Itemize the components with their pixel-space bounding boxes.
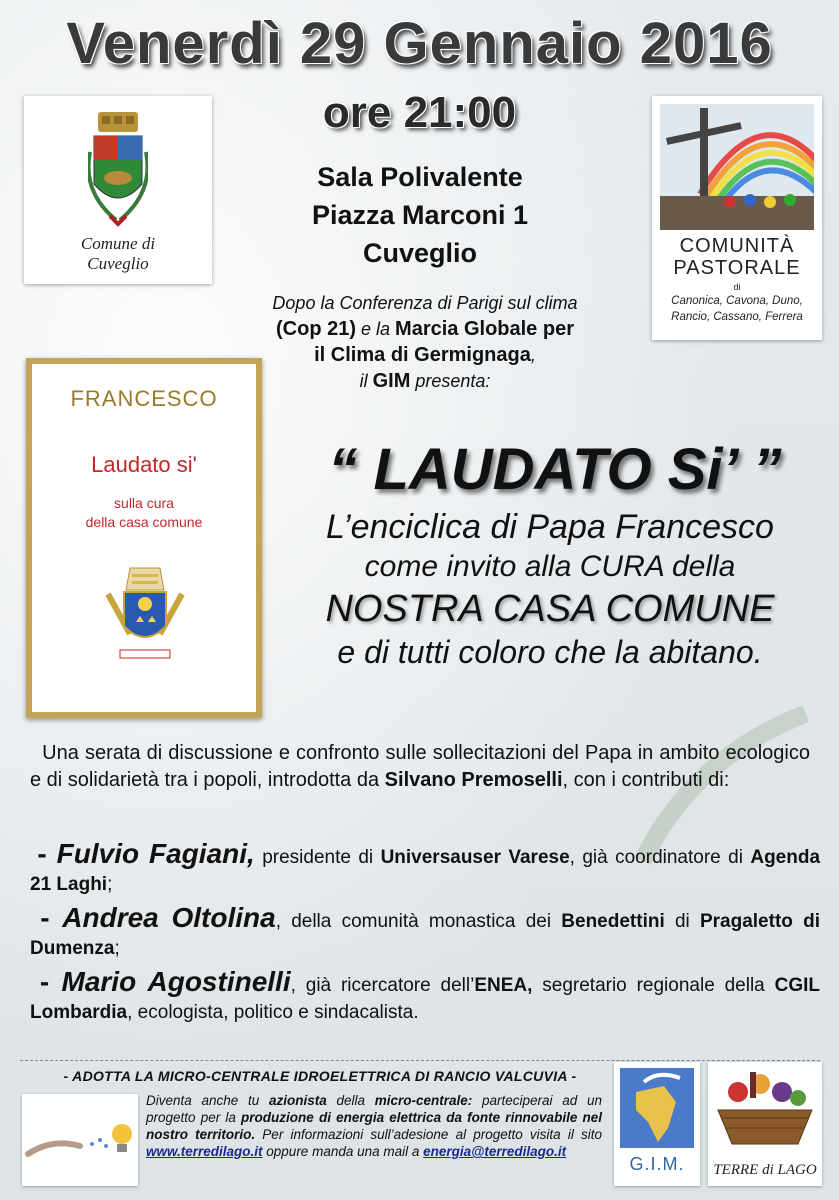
speaker-text: ; [107, 874, 113, 895]
speaker-dash: - [37, 838, 57, 869]
speaker-org: Agenda 21 Laghi [30, 847, 821, 895]
footer-bold: micro-centrale: [374, 1093, 473, 1108]
speaker-text: , della comunità monastica dei [275, 911, 562, 932]
comunita-pastorale-logo [652, 96, 822, 340]
comune-caption-line1: Comune di [80, 234, 156, 253]
speakers-list [30, 840, 820, 1032]
subtitle-line2: come invito alla CURA della [364, 550, 736, 583]
subtitle-block [270, 506, 830, 672]
speaker-name: Mario Agostinelli [61, 966, 291, 997]
footer-text: Diventa anche tu [146, 1093, 269, 1108]
description-text-before: Una serata di discussione e confronto sulle sollecitazioni del Papa in ambito ecologico e di solidarietà tra i popoli, introdotta da [30, 742, 810, 791]
intro-cop: (Cop 21) [276, 318, 356, 340]
speaker-text: segretario regionale della [532, 975, 775, 996]
comunita-title-line2: PASTORALE [673, 257, 801, 279]
intro-comma: , [530, 345, 536, 365]
footer-text: della [326, 1093, 375, 1108]
subtitle-line4: e di tutti coloro che la abitano. [337, 634, 763, 670]
comunita-di: di [733, 282, 741, 292]
intro-e-la: e la [356, 319, 396, 339]
moderator-name: Silvano Premoselli [384, 769, 563, 791]
coat-of-arms-icon [88, 112, 148, 232]
intro-line1: Dopo la Conferenza di Parigi sul clima [272, 293, 578, 313]
gim-label: G.I.M. [629, 1154, 685, 1174]
terre-di-lago-logo [708, 1062, 822, 1186]
speaker-text: , già ricercatore dell’ [290, 975, 475, 996]
comunita-towns-line2: Rancio, Cassano, Ferrera [671, 311, 803, 323]
speaker-org: CGIL Lombardia [30, 975, 820, 1023]
book-author: FRANCESCO [70, 386, 218, 411]
intro-text [230, 290, 620, 394]
intro-il: il [359, 371, 373, 391]
terre-di-lago-label: TERRE di LAGO [713, 1162, 817, 1178]
book-subtitle-line2: della casa comune [85, 514, 203, 530]
event-description [30, 740, 810, 794]
speaker-name: Fulvio Fagiani, [56, 838, 255, 869]
book-subtitle [32, 494, 256, 532]
speaker-dash: - [39, 966, 62, 997]
speaker-text: , già coordinatore di [569, 847, 751, 868]
book-cover [26, 358, 262, 718]
comune-logo [24, 96, 212, 284]
book-subtitle-line1: sulla cura [114, 495, 174, 511]
event-time: ore 21:00 [322, 88, 517, 137]
comunita-towns [656, 293, 818, 325]
gim-africa-icon [614, 1062, 700, 1152]
speaker-text: presidente di [254, 847, 381, 868]
comunita-title [652, 235, 822, 279]
website-link[interactable]: www.terredilago.it [146, 1144, 263, 1159]
venue-block [250, 158, 590, 272]
footer-text: oppure manda una mail a [262, 1144, 424, 1159]
footer-bold: produzione di energia elettrica da fonte rinnovabile nel nostro territorio. [146, 1110, 602, 1142]
speaker-name: Andrea Oltolina [62, 902, 276, 933]
speaker-text: ; [114, 938, 120, 959]
description-text-after: , con i contributi di: [562, 769, 730, 791]
speaker-text: di [664, 911, 700, 932]
intro-clima: il Clima di Germignaga [314, 344, 531, 366]
footer-divider [20, 1060, 820, 1061]
event-date: Venerdì 29 Gennaio 2016 [66, 11, 773, 76]
speaker-item [30, 840, 820, 898]
footer-illustration [22, 1094, 138, 1186]
speaker-item [30, 904, 820, 962]
speaker-org: Universauser Varese [380, 847, 570, 868]
subtitle-line3: NOSTRA CASA COMUNE [325, 588, 775, 630]
speaker-org: Benedettini [561, 911, 665, 932]
venue-town: Cuveglio [362, 238, 477, 268]
intro-presenta: presenta: [410, 371, 491, 391]
comune-caption [24, 234, 212, 274]
footer-headline: - ADOTTA LA MICRO-CENTRALE IDROELETTRICA DI RANCIO VALCUVIA - [63, 1068, 577, 1084]
boat-fruit-icon [708, 1062, 822, 1160]
hand-lightbulb-icon [22, 1094, 138, 1186]
email-link[interactable]: energia@terredilago.it [423, 1144, 567, 1159]
speaker-item [30, 968, 820, 1026]
speaker-org: ENEA, [474, 975, 533, 996]
intro-gim: GIM [372, 370, 411, 392]
comunita-towns-line1: Canonica, Cavona, Duno, [671, 295, 803, 307]
main-title: “ LAUDATO Si’ ” [328, 437, 782, 502]
venue-name: Sala Polivalente [317, 162, 523, 192]
comune-caption-line2: Cuveglio [87, 254, 149, 273]
papal-arms-icon [100, 564, 190, 664]
footer-text: Per informazioni sull’adesione al progetto visita il sito [255, 1127, 602, 1142]
book-title: Laudato si' [91, 452, 197, 477]
footer-bold: azionista [268, 1093, 327, 1108]
footer-text: parteciperai ad un progetto per la [146, 1093, 602, 1125]
venue-address: Piazza Marconi 1 [311, 200, 529, 230]
speaker-org: Pragaletto di Dumenza [30, 911, 820, 959]
footer-description [146, 1092, 602, 1160]
speaker-dash: - [40, 902, 63, 933]
speaker-text: , ecologista, politico e sindacalista. [127, 1002, 419, 1023]
intro-marcia: Marcia Globale per [395, 318, 574, 340]
comunita-title-line1: COMUNITÀ [679, 235, 795, 257]
subtitle-line1: L’enciclica di Papa Francesco [326, 508, 774, 546]
cross-rainbow-photo [660, 104, 814, 230]
gim-logo [614, 1062, 700, 1186]
